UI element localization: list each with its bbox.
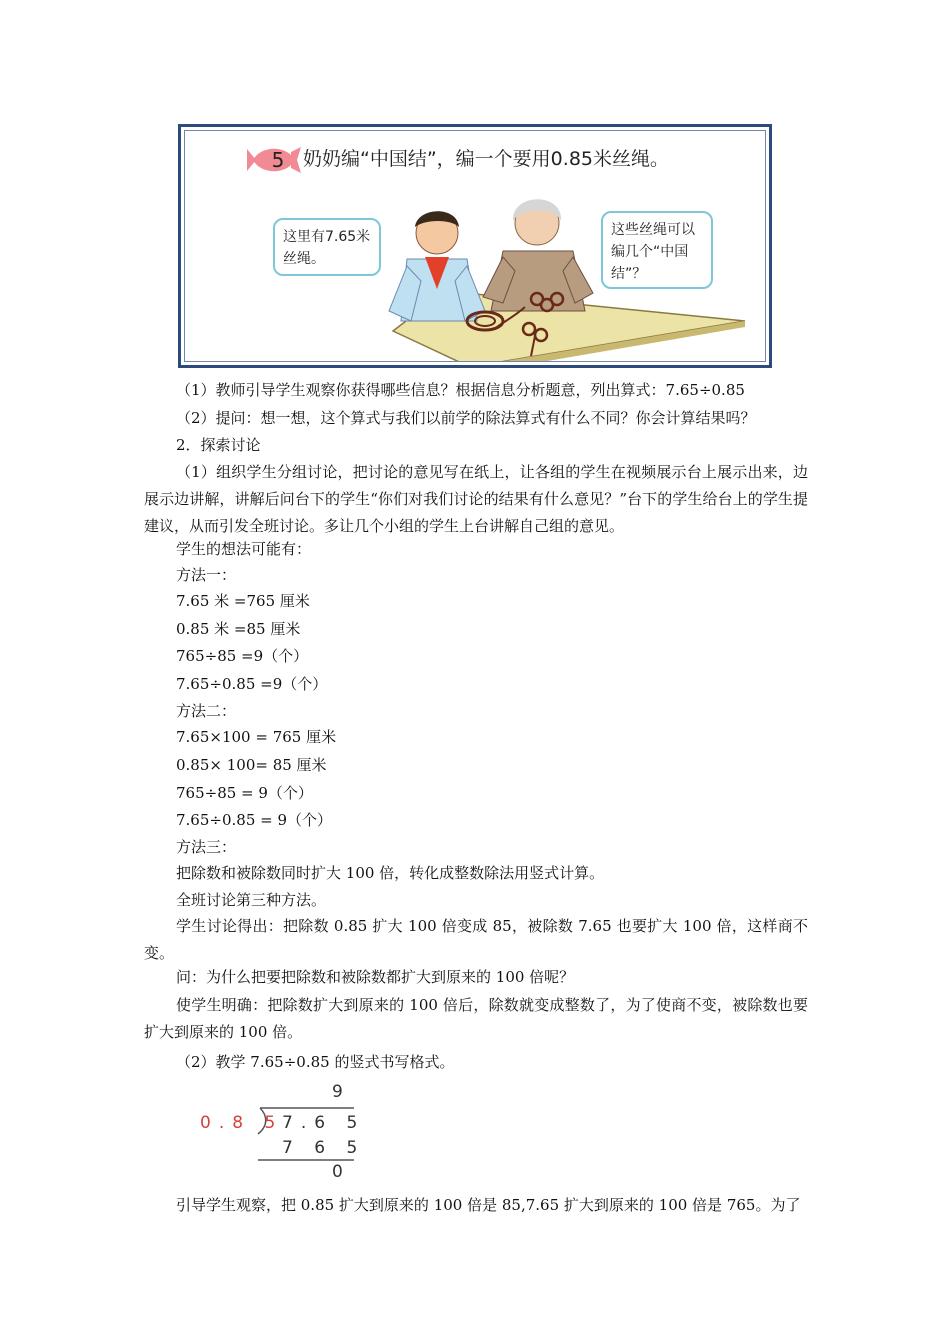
division-quotient: 9 bbox=[332, 1082, 351, 1102]
method-2-line-2: 0.85× 100= 85 厘米 bbox=[176, 756, 327, 774]
long-division bbox=[196, 1078, 366, 1188]
method-1-line-3: 765÷85 =9（个） bbox=[176, 647, 309, 665]
method-1-line-2: 0.85 米 =85 厘米 bbox=[176, 620, 301, 638]
division-remainder: 0 bbox=[332, 1162, 351, 1182]
problem-illustration bbox=[178, 124, 772, 368]
question-1: （1）教师引导学生观察你获得哪些信息？根据信息分析题意，列出算式：7.65÷0.85 bbox=[176, 381, 745, 399]
section-heading: 2．探索讨论 bbox=[176, 436, 261, 454]
method-3-line-1: 把除数和被除数同时扩大 100 倍，转化成整数除法用竖式计算。 bbox=[176, 864, 605, 882]
method-2-line-3: 765÷85 = 9（个） bbox=[176, 784, 313, 802]
student-conclusion-paragraph: 学生讨论得出：把除数 0.85 扩大 100 倍变成 85，被除数 7.65 也要扩大 100 倍，这样商不变。 bbox=[144, 917, 808, 962]
method-1-heading: 方法一： bbox=[176, 566, 237, 584]
division-dividend: 7.6 5 bbox=[282, 1113, 366, 1133]
method-2-heading: 方法二： bbox=[176, 702, 237, 720]
clarification-paragraph: 使学生明确：把除数扩大到原来的 100 倍后，除数就变成整数了，为了使商不变，被除数也要扩大到原来的 100 倍。 bbox=[144, 996, 808, 1041]
problem-title: 奶奶编“中国结”，编一个要用0.85米丝绳。 bbox=[303, 148, 669, 170]
vertical-format-heading: （2）教学 7.65÷0.85 的竖式书写格式。 bbox=[176, 1053, 455, 1071]
method-1-line-4: 7.65÷0.85 =9（个） bbox=[176, 675, 328, 693]
final-line: 引导学生观察，把 0.85 扩大到原来的 100 倍是 85,7.65 扩大到原来的 100 倍是 765。为了 bbox=[176, 1196, 801, 1214]
speech-bubble-boy: 这里有7.65米丝绳。 bbox=[273, 218, 381, 276]
division-product: 7 6 5 bbox=[282, 1138, 366, 1158]
method-2-line-4: 7.65÷0.85 = 9（个） bbox=[176, 811, 333, 829]
problem-number: 5 bbox=[271, 148, 285, 172]
illustration-frame bbox=[184, 130, 766, 362]
method-1-line-1: 7.65 米 =765 厘米 bbox=[176, 592, 310, 610]
division-divisor: 0.8 5 bbox=[200, 1113, 284, 1133]
speech-bubble-grandma: 这些丝绳可以编几个“中国结”？ bbox=[601, 211, 713, 289]
method-3-heading: 方法三： bbox=[176, 838, 237, 856]
class-discussion-line: 全班讨论第三种方法。 bbox=[176, 891, 327, 909]
why-question: 问：为什么把要把除数和被除数都扩大到原来的 100 倍呢？ bbox=[176, 968, 575, 986]
question-2: （2）提问：想一想，这个算式与我们以前学的除法算式有什么不同？你会计算结果吗？ bbox=[176, 409, 756, 427]
method-2-line-1: 7.65×100 = 765 厘米 bbox=[176, 728, 337, 746]
discussion-paragraph: （1）组织学生分组讨论，把讨论的意见写在纸上，让各组的学生在视频展示台上展示出来，边展示边讲解，讲解后问台下的学生“你们对我们讨论的结果有什么意见？”台下的学生给台上的学生提建议，从而引发全班讨论。多让几个小组的学生上台讲解自己组的意见。 bbox=[144, 463, 808, 535]
ideas-intro: 学生的想法可能有： bbox=[176, 540, 312, 558]
